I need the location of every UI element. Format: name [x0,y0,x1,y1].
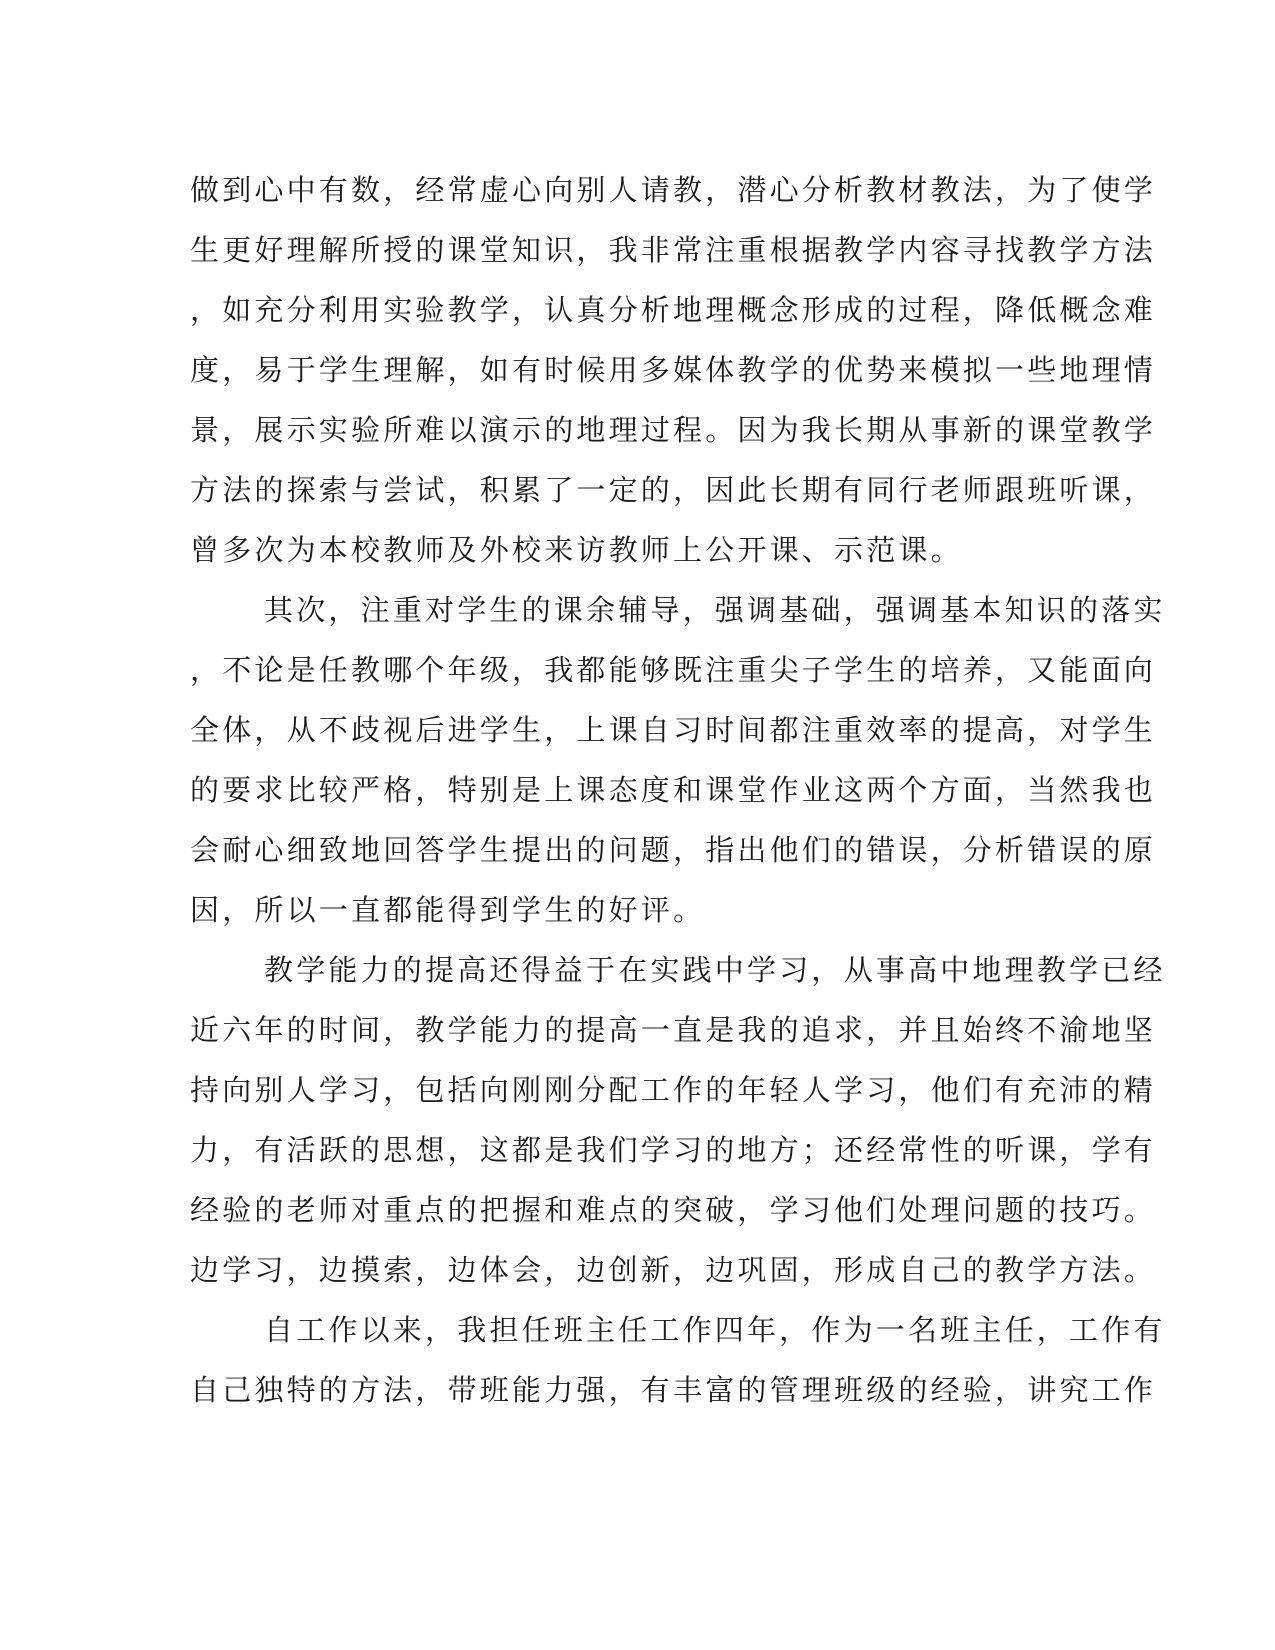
paragraph-start-line: 教学能力的提高还得益于在实践中学习，从事高中地理教学已经 [264,953,1166,987]
text-line: 经验的老师对重点的把握和难点的突破，学习他们处理问题的技巧。 [190,1193,1157,1227]
text-line: ，不论是任教哪个年级，我都能够既注重尖子学生的培养，又能面向 [190,653,1157,687]
text-line: 近六年的时间，教学能力的提高一直是我的追求，并且始终不渝地坚 [190,1013,1157,1047]
text-line: 方法的探索与尝试，积累了一定的，因此长期有同行老师跟班听课， [190,473,1157,507]
text-line: 度，易于学生理解，如有时候用多媒体教学的优势来模拟一些地理情 [190,353,1157,387]
text-line: 自己独特的方法，带班能力强，有丰富的管理班级的经验，讲究工作 [190,1373,1157,1407]
text-line: 边学习，边摸索，边体会，边创新，边巩固，形成自己的教学方法。 [190,1253,1157,1287]
text-line: 做到心中有数，经常虚心向别人请教，潜心分析教材教法，为了使学 [190,173,1157,207]
text-line: 因，所以一直都能得到学生的好评。 [190,893,706,927]
document-body [190,160,1166,1420]
text-line: 会耐心细致地回答学生提出的问题，指出他们的错误，分析错误的原 [190,833,1157,867]
text-line: 景，展示实验所难以演示的地理过程。因为我长期从事新的课堂教学 [190,413,1157,447]
text-line: 持向别人学习，包括向刚刚分配工作的年轻人学习，他们有充沛的精 [190,1073,1157,1107]
paragraph-start-line: 其次，注重对学生的课余辅导，强调基础，强调基本知识的落实 [264,593,1166,627]
text-line: 生更好理解所授的课堂知识，我非常注重根据教学内容寻找教学方法 [190,233,1157,267]
text-line: 的要求比较严格，特别是上课态度和课堂作业这两个方面，当然我也 [190,773,1157,807]
paragraph-start-line: 自工作以来，我担任班主任工作四年，作为一名班主任，工作有 [264,1313,1166,1347]
text-line: ，如充分利用实验教学，认真分析地理概念形成的过程，降低概念难 [190,293,1157,327]
text-line: 力，有活跃的思想，这都是我们学习的地方；还经常性的听课，学有 [190,1133,1157,1167]
text-line: 曾多次为本校教师及外校来访教师上公开课、示范课。 [190,533,963,567]
text-line: 全体，从不歧视后进学生，上课自习时间都注重效率的提高，对学生 [190,713,1157,747]
